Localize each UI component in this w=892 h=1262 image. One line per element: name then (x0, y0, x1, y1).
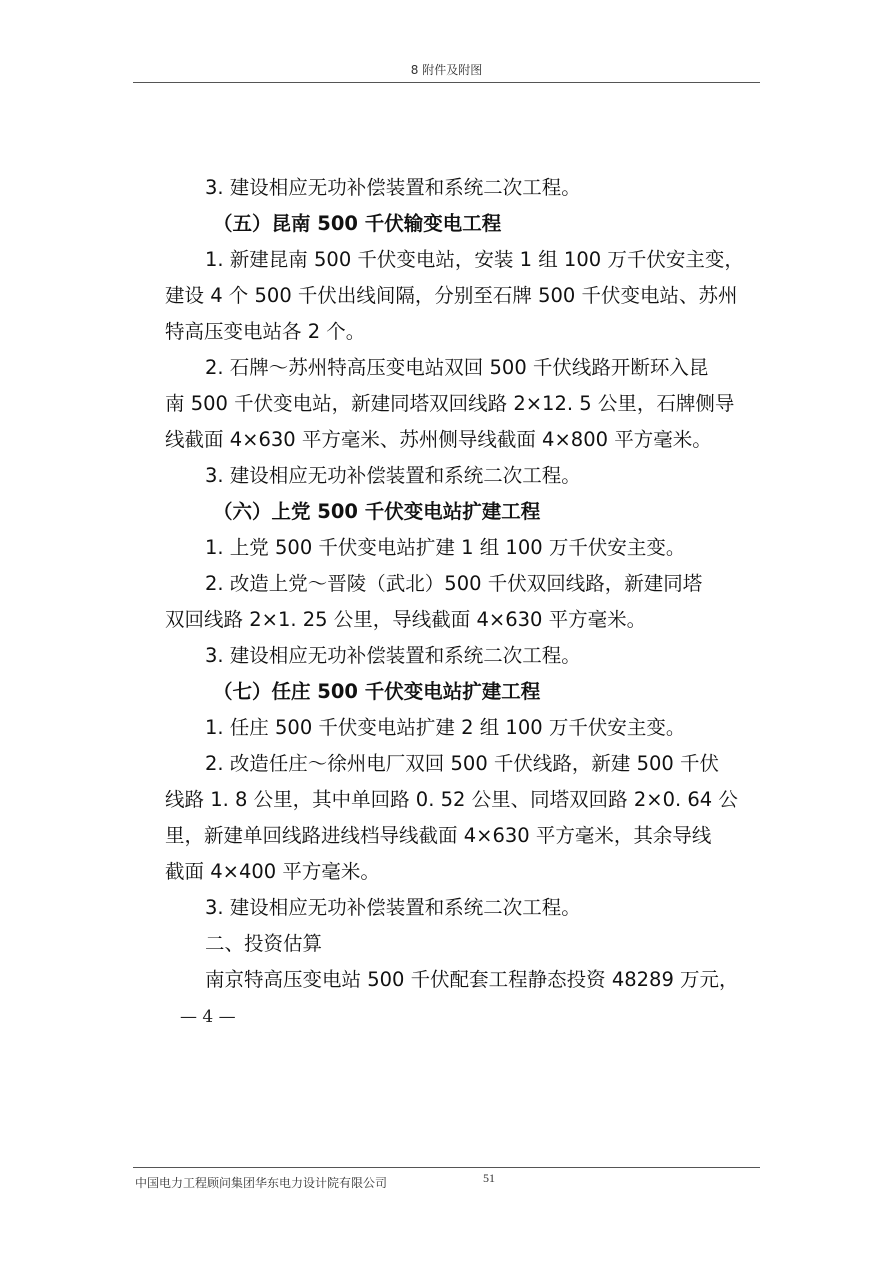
text-line: 截面 4×400 平方毫米。 (165, 860, 380, 883)
text-line: 里，新建单回线路进线档导线截面 4×630 平方毫米，其余导线 (165, 824, 712, 847)
page-header (133, 58, 760, 83)
section-heading: （七）任庄 500 千伏变电站扩建工程 (213, 680, 541, 703)
text-line: 建设 4 个 500 千伏出线间隔，分别至石牌 500 千伏变电站、苏州 (165, 284, 738, 307)
text-line: 南 500 千伏变电站，新建同塔双回线路 2×12. 5 公里，石牌侧导 (165, 392, 735, 415)
text-line: 3. 建设相应无功补偿装置和系统二次工程。 (205, 644, 581, 667)
footer-company: 中国电力工程顾问集团华东电力设计院有限公司 (135, 1176, 388, 1190)
footer-page-number: 51 (483, 1171, 495, 1185)
text-line: 3. 建设相应无功补偿装置和系统二次工程。 (205, 896, 581, 919)
section-heading: 二、投资估算 (205, 932, 323, 955)
text-line: 3. 建设相应无功补偿装置和系统二次工程。 (205, 176, 581, 199)
text-line: 1. 任庄 500 千伏变电站扩建 2 组 100 万千伏安主变。 (205, 716, 686, 739)
page-footer (133, 1167, 760, 1192)
text-line: 特高压变电站各 2 个。 (165, 320, 366, 343)
text-line: 线截面 4×630 平方毫米、苏州侧导线截面 4×800 平方毫米。 (165, 428, 712, 451)
text-line: 2. 改造任庄～徐州电厂双回 500 千伏线路，新建 500 千伏 (205, 752, 720, 775)
text-line: 线路 1. 8 公里，其中单回路 0. 52 公里、同塔双回路 2×0. 64 公 (165, 788, 738, 811)
text-line: 1. 新建昆南 500 千伏变电站，安装 1 组 100 万千伏安主变， (205, 248, 744, 271)
text-line: 1. 上党 500 千伏变电站扩建 1 组 100 万千伏安主变。 (205, 536, 686, 559)
section-heading: （六）上党 500 千伏变电站扩建工程 (213, 500, 541, 523)
section-heading: （五）昆南 500 千伏输变电工程 (213, 212, 502, 235)
header-title: 8 附件及附图 (410, 63, 483, 77)
document-body (165, 170, 745, 998)
text-line: 3. 建设相应无功补偿装置和系统二次工程。 (205, 464, 581, 487)
text-line: 双回线路 2×1. 25 公里，导线截面 4×630 平方毫米。 (165, 608, 647, 631)
text-line: 南京特高压变电站 500 千伏配套工程静态投资 48289 万元， (205, 968, 739, 991)
text-line: 2. 石牌～苏州特高压变电站双回 500 千伏线路开断环入昆 (205, 356, 709, 379)
inner-page-number: — 4 — (180, 1007, 236, 1027)
text-line: 2. 改造上党～晋陵（武北）500 千伏双回线路，新建同塔 (205, 572, 703, 595)
